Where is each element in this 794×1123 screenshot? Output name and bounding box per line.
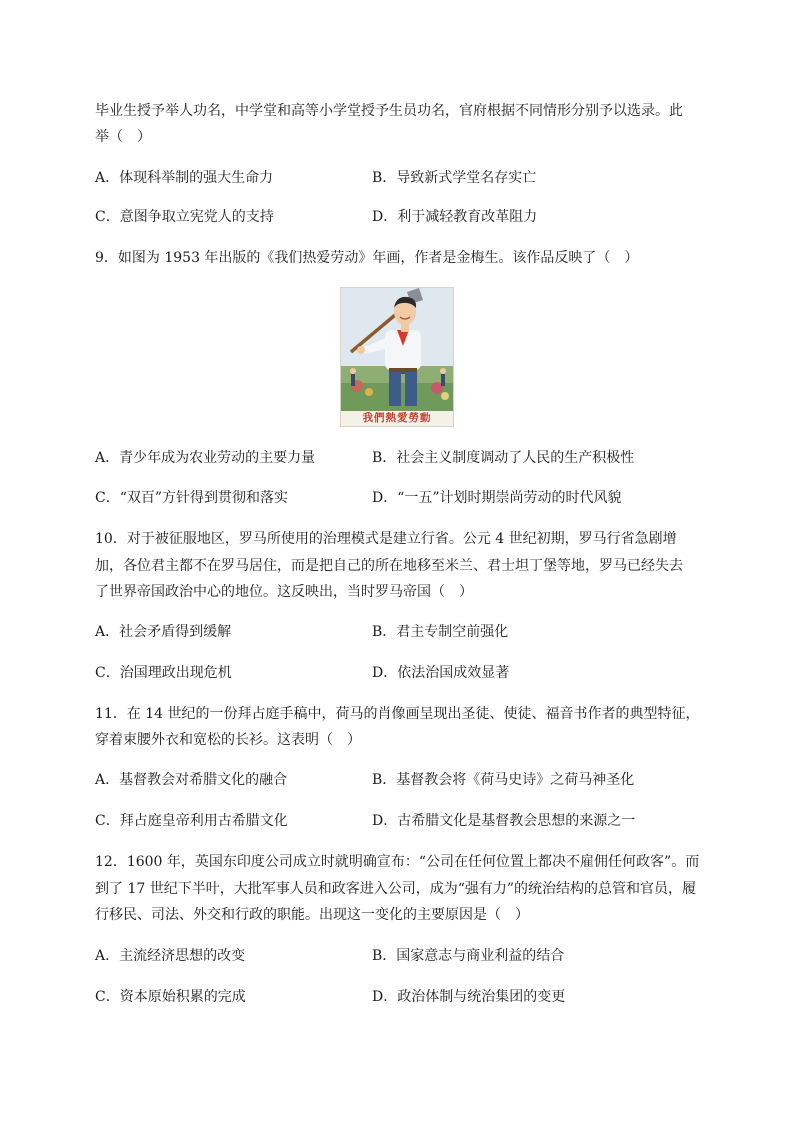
q8-option-a[interactable]: A．体现科举制的强大生命力	[95, 170, 274, 186]
q12-option-a[interactable]: A．主流经济思想的改变	[95, 948, 246, 964]
q8-stem-line-2: 举（ ）	[95, 129, 151, 145]
q10-stem-line-3: 了世界帝国政治中心的地位。这反映出，当时罗马帝国（ ）	[95, 584, 473, 600]
q10-stem-line-1: 10．对于被征服地区，罗马所使用的治理模式是建立行省。公元 4 世纪初期，罗马行省急剧增	[95, 531, 677, 547]
q11-stem-line-1: 11．在 14 世纪的一份拜占庭手稿中，荷马的肖像画呈现出圣徒、使徒、福音书作者的典型特征，	[95, 706, 700, 722]
q9-option-a[interactable]: A．青少年成为农业劳动的主要力量	[95, 450, 316, 466]
q12-option-c[interactable]: C．资本原始积累的完成	[95, 989, 246, 1005]
poster-image	[340, 287, 454, 427]
q10-option-a[interactable]: A．社会矛盾得到缓解	[95, 624, 232, 640]
q8-option-c[interactable]: C．意图争取立宪党人的支持	[95, 209, 274, 225]
q10-option-b[interactable]: B．君主专制空前强化	[372, 624, 509, 640]
q12-stem-line-2: 到了 17 世纪下半叶，大批军事人员和政客进入公司，成为“强有力”的统治结构的总管和官员，履	[95, 881, 697, 897]
boy-with-shovel-illustration	[341, 288, 454, 413]
q11-option-c[interactable]: C．拜占庭皇帝利用古希腊文化	[95, 813, 288, 829]
q12-option-d[interactable]: D．政治体制与统治集团的变更	[372, 989, 566, 1005]
q11-option-d[interactable]: D．古希腊文化是基督教会思想的来源之一	[372, 813, 636, 829]
q12-option-b[interactable]: B．国家意志与商业利益的结合	[372, 948, 565, 964]
q11-stem-line-2: 穿着束腰外衣和宽松的长衫。这表明（ ）	[95, 732, 361, 748]
q9-stem-line-1: 9．如图为 1953 年出版的《我们热爱劳动》年画，作者是金梅生。该作品反映了（ ）	[95, 250, 639, 266]
q8-stem-line-1: 毕业生授予举人功名，中学堂和高等小学堂授予生员功名，官府根据不同情形分别予以选录。此	[95, 103, 683, 119]
q8-option-b[interactable]: B．导致新式学堂名存实亡	[372, 170, 537, 186]
q12-stem-line-1: 12．1600 年，英国东印度公司成立时就明确宣布：“公司在任何位置上都决不雇佣任何政客”。而	[95, 854, 700, 870]
poster-caption: 我們熱愛勞動	[341, 411, 453, 426]
q12-stem-line-3: 行移民、司法、外交和行政的职能。出现这一变化的主要原因是（ ）	[95, 907, 529, 923]
q9-option-b[interactable]: B．社会主义制度调动了人民的生产积极性	[372, 450, 635, 466]
q10-stem-line-2: 加，各位君主都不在罗马居住，而是把自己的所在地移至米兰、君士坦丁堡等地，罗马已经失去	[95, 558, 683, 574]
q11-option-a[interactable]: A．基督教会对希腊文化的融合	[95, 772, 288, 788]
q10-option-c[interactable]: C．治国理政出现危机	[95, 665, 232, 681]
q9-option-c[interactable]: C．“双百”方针得到贯彻和落实	[95, 490, 289, 506]
q11-option-b[interactable]: B．基督教会将《荷马史诗》之荷马神圣化	[372, 772, 635, 788]
q8-option-d[interactable]: D．利于减轻教育改革阻力	[372, 209, 538, 225]
q9-option-d[interactable]: D．“一五”计划时期崇尚劳动的时代风貌	[372, 490, 622, 506]
q10-option-d[interactable]: D．依法治国成效显著	[372, 665, 510, 681]
